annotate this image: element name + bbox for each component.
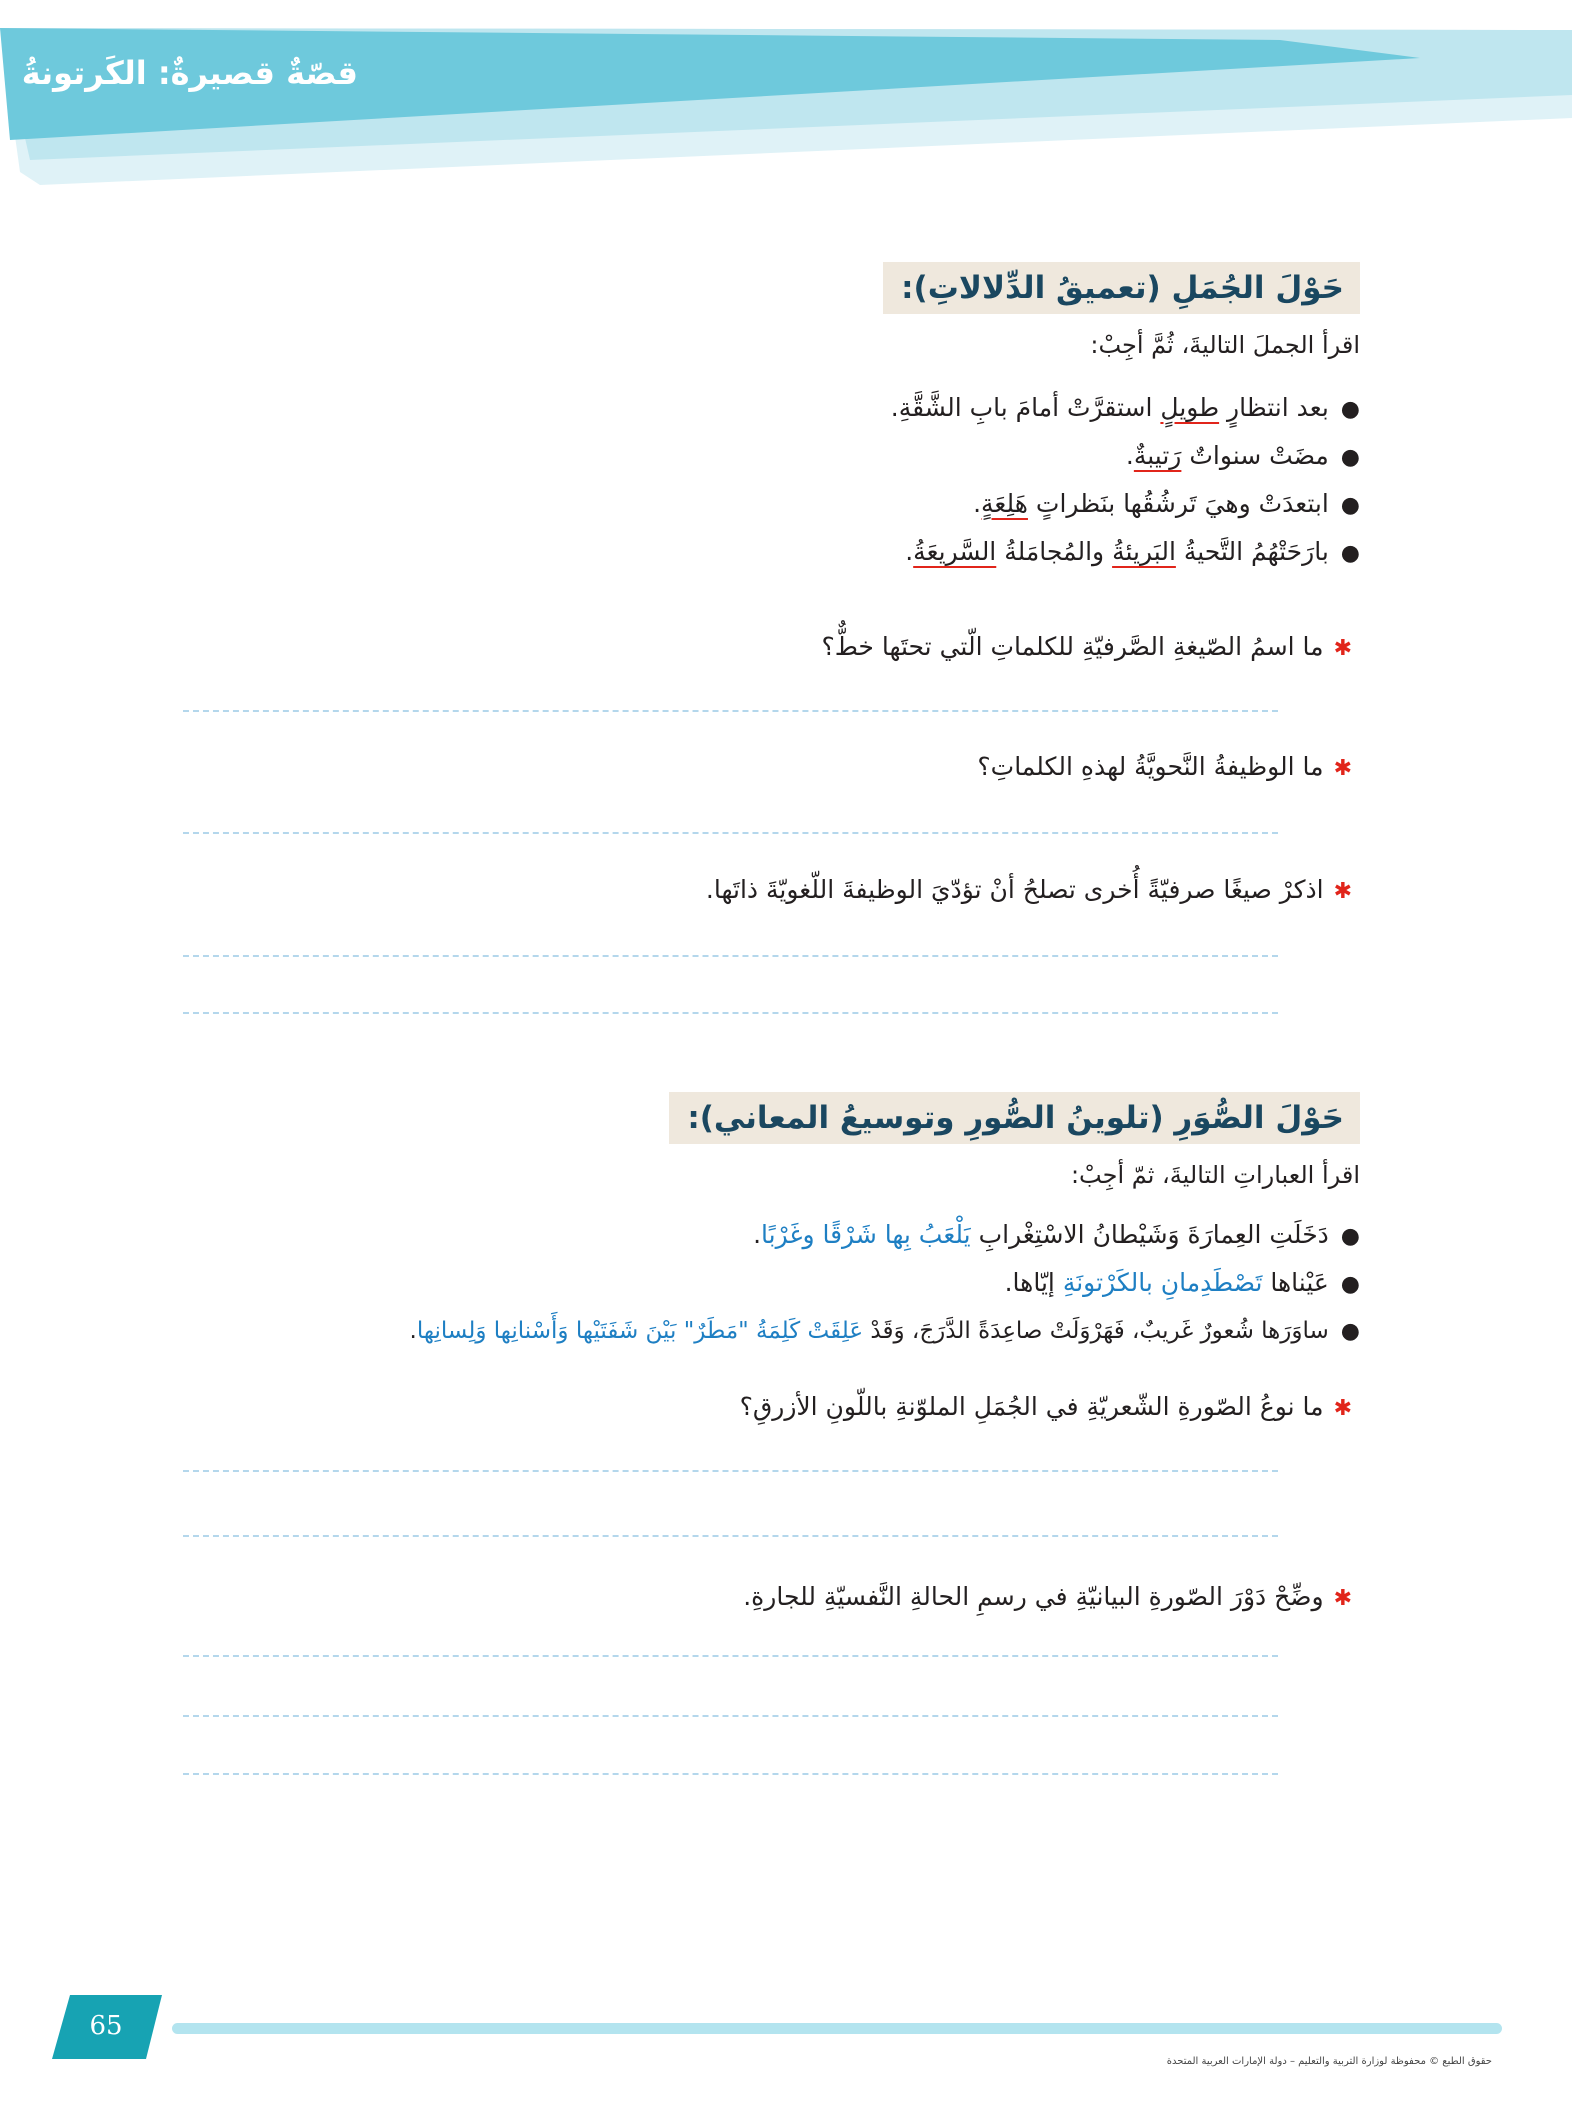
footer-bar [172, 2023, 1502, 2034]
list-item: ●بعد انتظارٍ طويلٍ استقرَّتْ أمامَ بابِ الشَّقَّةِ. [891, 385, 1360, 433]
answer-line[interactable] [183, 710, 1278, 712]
header-banner [0, 0, 1572, 200]
question-star-icon: ✱ [1333, 1396, 1352, 1421]
blue-phrase: عَلِقَتْ كَلِمَةُ "مَطَرٌ" بَيْنَ شَفَتَيْها وَأَسْنانِها وَلِسانِها [416, 1318, 864, 1344]
question-star-icon: ✱ [1333, 756, 1352, 781]
answer-line[interactable] [183, 832, 1278, 834]
bullet-dot: ● [1340, 541, 1360, 566]
underlined-word: طويلٍ [1160, 393, 1220, 422]
question-4: ✱ما نوعُ الصّورةِ الشّعريّةِ في الجُمَلِ الملوّنةِ باللّونِ الأزرقِ؟ [740, 1385, 1352, 1429]
answer-line[interactable] [183, 1773, 1278, 1775]
question-star-icon: ✱ [1333, 1586, 1352, 1611]
answer-line[interactable] [183, 1470, 1278, 1472]
unit-title: قصّةٌ قصيرةٌ: الكَرتونةُ [21, 54, 358, 92]
list-item: ●ابتعدَتْ وهيَ تَرشُقُها بنَظراتٍ هَلِعَةٍ. [891, 481, 1360, 529]
blue-phrase: يَلْعَبُ بِها شَرْقًا وغَرْبًا [761, 1220, 971, 1249]
underlined-word: البَريئةُ [1112, 537, 1176, 566]
answer-line[interactable] [183, 1535, 1278, 1537]
list-item: ●ساوَرَها شُعورٌ غَريبٌ، فَهَرْوَلَتْ صاعِدَةً الدَّرَجَ، وَقَدْ عَلِقَتْ كَلِمَةُ "مَطَرٌ" بَيْنَ شَفَتَيْها وَأَسْنانِها وَلِسانِها. [410, 1308, 1360, 1356]
answer-line[interactable] [183, 1655, 1278, 1657]
bullet-dot: ● [1340, 445, 1360, 470]
underlined-word: هَلِعَةٍ [981, 489, 1028, 518]
section2-sentence-list [410, 1212, 1360, 1356]
page-number: 65 [89, 2011, 123, 2041]
question-star-icon: ✱ [1333, 879, 1352, 904]
copyright-text: حقوق الطبع © محفوظة لوزارة التربية والتعليم – دولة الإمارات العربية المتحدة [1166, 2056, 1492, 2067]
question-star-icon: ✱ [1333, 636, 1352, 661]
question-5: ✱وضِّحْ دَوْرَ الصّورةِ البيانيّةِ في رسمِ الحالةِ النَّفسيّةِ للجارةِ. [743, 1575, 1352, 1619]
answer-line[interactable] [183, 1012, 1278, 1014]
question-1: ✱ما اسمُ الصّيغةِ الصَّرفيّةِ للكلماتِ الّتي تحتَها خطٌّ؟ [821, 625, 1352, 669]
answer-line[interactable] [183, 955, 1278, 957]
section1-instruction: اقرأ الجملَ التاليةَ، ثُمَّ أجِبْ: [1090, 331, 1360, 359]
section1-sentence-list [891, 385, 1360, 577]
bullet-dot: ● [1340, 1272, 1360, 1297]
blue-phrase: تَصْطَدِمانِ بالكَرْتونَةِ [1062, 1268, 1263, 1297]
bullet-dot: ● [1340, 1224, 1360, 1249]
underlined-word: السَّريعَةُ [913, 537, 997, 566]
question-3: ✱اذكرْ صيغًا صرفيّةً أُخرى تصلحُ أنْ تؤدّيَ الوظيفةَ اللّغويّةَ ذاتَها. [706, 868, 1352, 912]
list-item: ●بارَحَتْهُمُ التَّحيةُ البَريئةُ والمُجامَلةُ السَّريعَةُ. [891, 529, 1360, 577]
bullet-dot: ● [1340, 397, 1360, 422]
bullet-dot: ● [1340, 493, 1360, 518]
section-heading-sentences: حَوْلَ الجُمَلِ (تعميقُ الدِّلالاتِ): [883, 262, 1360, 314]
answer-line[interactable] [183, 1715, 1278, 1717]
underlined-word: رَتيبةٌ [1133, 441, 1182, 470]
section-heading-images: حَوْلَ الصُّوَرِ (تلوينُ الصُّورِ وتوسيعُ المعاني): [669, 1092, 1360, 1144]
question-2: ✱ما الوظيفةُ النَّحويَّةُ لهذهِ الكلماتِ؟ [977, 745, 1352, 789]
list-item: ●مضَتْ سنواتٌ رَتيبةٌ. [891, 433, 1360, 481]
list-item: ●دَخَلَتِ العِمارَةَ وَشَيْطانُ الاسْتِغْرابِ يَلْعَبُ بِها شَرْقًا وغَرْبًا. [410, 1212, 1360, 1260]
section2-instruction: اقرأ العباراتِ التاليةَ، ثمّ أجِبْ: [1070, 1161, 1360, 1189]
list-item: ●عَيْناها تَصْطَدِمانِ بالكَرْتونَةِ إيّاها. [410, 1260, 1360, 1308]
bullet-dot: ● [1340, 1319, 1360, 1344]
